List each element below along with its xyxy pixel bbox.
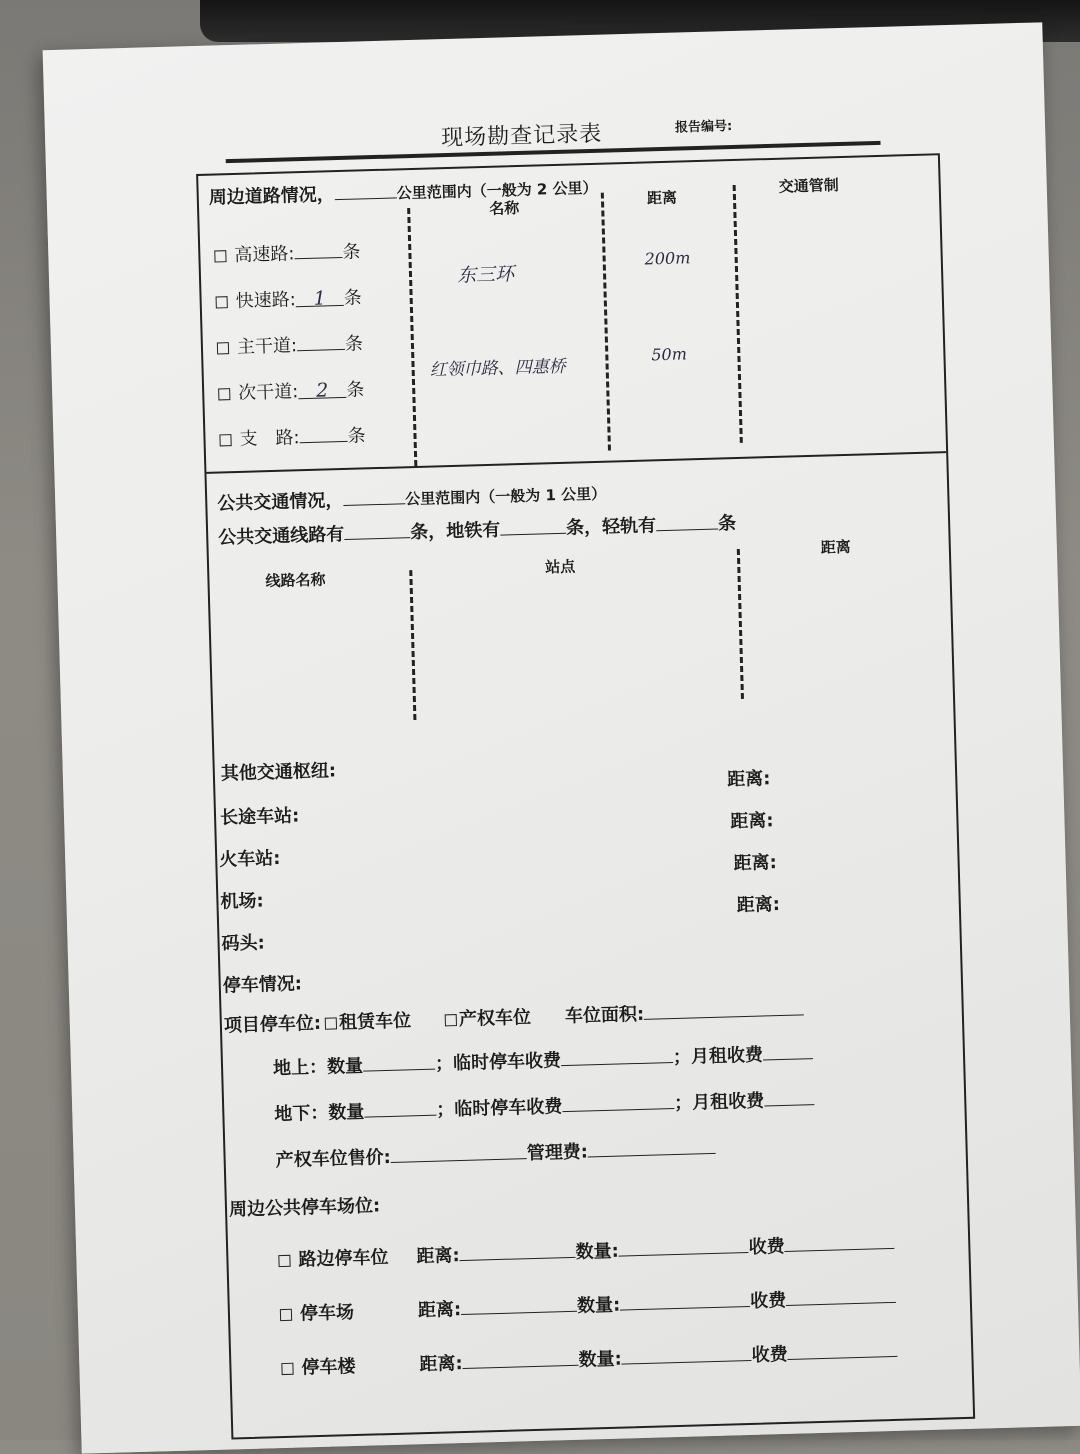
parking-heading: 停车情况: xyxy=(222,973,303,997)
branch-checkbox[interactable] xyxy=(219,434,231,446)
underground-monthly-fee-field[interactable] xyxy=(764,1086,815,1106)
road-row-branch: 支 路: 条 xyxy=(219,421,366,451)
roadside-distance-field[interactable] xyxy=(459,1239,575,1261)
parking-garage-checkbox[interactable] xyxy=(281,1363,293,1375)
roads-divider-1 xyxy=(407,208,417,468)
lot-count-field[interactable] xyxy=(620,1288,750,1311)
transit-col-line-name: 线路名称 xyxy=(265,570,326,591)
garage-distance-field[interactable] xyxy=(462,1347,578,1369)
transit-divider-2 xyxy=(737,549,744,699)
public-parking-row-roadside: 路边停车位 距离: 数量: 收费 xyxy=(278,1229,895,1272)
roads-col-name: 名称 xyxy=(488,198,520,218)
parking-area-field[interactable] xyxy=(644,996,804,1019)
sale-price-field[interactable] xyxy=(390,1140,526,1163)
management-fee-field[interactable] xyxy=(588,1135,716,1158)
roads-heading: 周边道路情况， 公里范围内（一般为 2 公里） xyxy=(208,178,598,209)
underground-parking-row: 地下：数量 ；临时停车收费 ；月租收费 xyxy=(274,1085,815,1126)
secondary-checkbox[interactable] xyxy=(218,388,230,400)
road-row-expressway: 高速路: 条 xyxy=(214,237,361,267)
ground-temp-fee-field[interactable] xyxy=(561,1044,673,1066)
hub-bus-station-distance: 距离: xyxy=(726,768,771,791)
roads-col-distance: 距离 xyxy=(646,188,678,208)
hub-train-station-distance: 距离: xyxy=(730,810,774,833)
hubs-heading: 其他交通枢纽: xyxy=(220,760,337,785)
garage-count-field[interactable] xyxy=(621,1342,751,1365)
roadside-fee-field[interactable] xyxy=(784,1230,894,1252)
parking-lot-checkbox[interactable] xyxy=(280,1309,292,1321)
owned-space-checkbox[interactable] xyxy=(445,1014,457,1026)
underground-temp-fee-field[interactable] xyxy=(562,1090,674,1112)
light-rail-field[interactable] xyxy=(656,511,719,532)
transit-col-station: 站点 xyxy=(544,557,576,577)
secondary-count-field[interactable]: 2 xyxy=(298,379,347,399)
transit-col-distance: 距离 xyxy=(820,537,852,557)
report-number-label: 报告编号: xyxy=(674,119,733,136)
transit-lines-field[interactable] xyxy=(344,519,411,540)
project-parking-row: 项目停车位: 租赁车位 产权车位 车位面积: xyxy=(224,995,805,1037)
road-entry-2-distance: 50m xyxy=(651,344,688,365)
transit-lines-row: 公共交通线路有 条，地铁有 条，轻轨有 条 xyxy=(218,509,737,549)
hub-port-label: 码头: xyxy=(221,932,266,955)
ground-parking-row: 地上：数量 ；临时停车收费 ；月租收费 xyxy=(273,1039,814,1080)
roads-divider-3 xyxy=(733,185,743,443)
survey-form-paper xyxy=(43,22,1080,1453)
fastway-count-field[interactable]: 1 xyxy=(295,287,344,307)
roadside-parking-checkbox[interactable] xyxy=(278,1255,290,1267)
lot-fee-field[interactable] xyxy=(786,1284,896,1306)
metro-lines-field[interactable] xyxy=(500,515,567,536)
sale-price-row: 产权车位售价: 管理费: xyxy=(275,1134,716,1172)
form-frame xyxy=(196,153,975,1439)
road-row-fastway: 快速路: 1 条 xyxy=(215,283,362,313)
transit-heading: 公共交通情况， 公里范围内（一般为 1 公里） xyxy=(217,484,607,515)
arterial-count-field[interactable] xyxy=(297,331,346,351)
public-parking-row-garage: 停车楼 距离: 数量: 收费 xyxy=(281,1337,898,1380)
road-row-arterial: 主干道: 条 xyxy=(217,329,364,359)
expressway-count-field[interactable] xyxy=(294,239,343,259)
road-row-secondary: 次干道: 2 条 xyxy=(218,375,365,405)
underground-count-field[interactable] xyxy=(364,1097,437,1118)
ground-count-field[interactable] xyxy=(363,1051,436,1072)
hub-bus-station-label: 长途车站: xyxy=(219,805,300,829)
roads-divider-2 xyxy=(601,193,611,451)
road-entry-2-name: 红领巾路、四惠桥 xyxy=(429,356,566,381)
fastway-checkbox[interactable] xyxy=(216,296,228,308)
roads-section-divider xyxy=(206,451,946,474)
hub-airport-distance: 距离: xyxy=(733,852,778,875)
hub-train-station-label: 火车站: xyxy=(218,847,281,871)
public-parking-row-lot: 停车场 距离: 数量: 收费 xyxy=(280,1283,897,1326)
expressway-checkbox[interactable] xyxy=(214,250,226,262)
ground-monthly-fee-field[interactable] xyxy=(763,1040,814,1060)
roads-col-control: 交通管制 xyxy=(778,176,839,196)
rented-space-checkbox[interactable] xyxy=(325,1017,337,1029)
road-entry-1-name: 东三环 xyxy=(456,263,515,287)
lot-distance-field[interactable] xyxy=(461,1293,577,1315)
road-entry-1-distance: 200m xyxy=(644,248,691,269)
form-title: 现场勘查记录表 xyxy=(440,121,603,152)
arterial-checkbox[interactable] xyxy=(217,342,229,354)
public-parking-heading: 周边公共停车场位: xyxy=(228,1195,381,1221)
transit-divider-1 xyxy=(409,570,416,720)
hub-port-distance: 距离: xyxy=(736,893,781,917)
garage-fee-field[interactable] xyxy=(787,1338,897,1360)
roadside-count-field[interactable] xyxy=(618,1234,748,1257)
branch-count-field[interactable] xyxy=(299,423,348,443)
hub-airport-label: 机场: xyxy=(220,890,264,913)
